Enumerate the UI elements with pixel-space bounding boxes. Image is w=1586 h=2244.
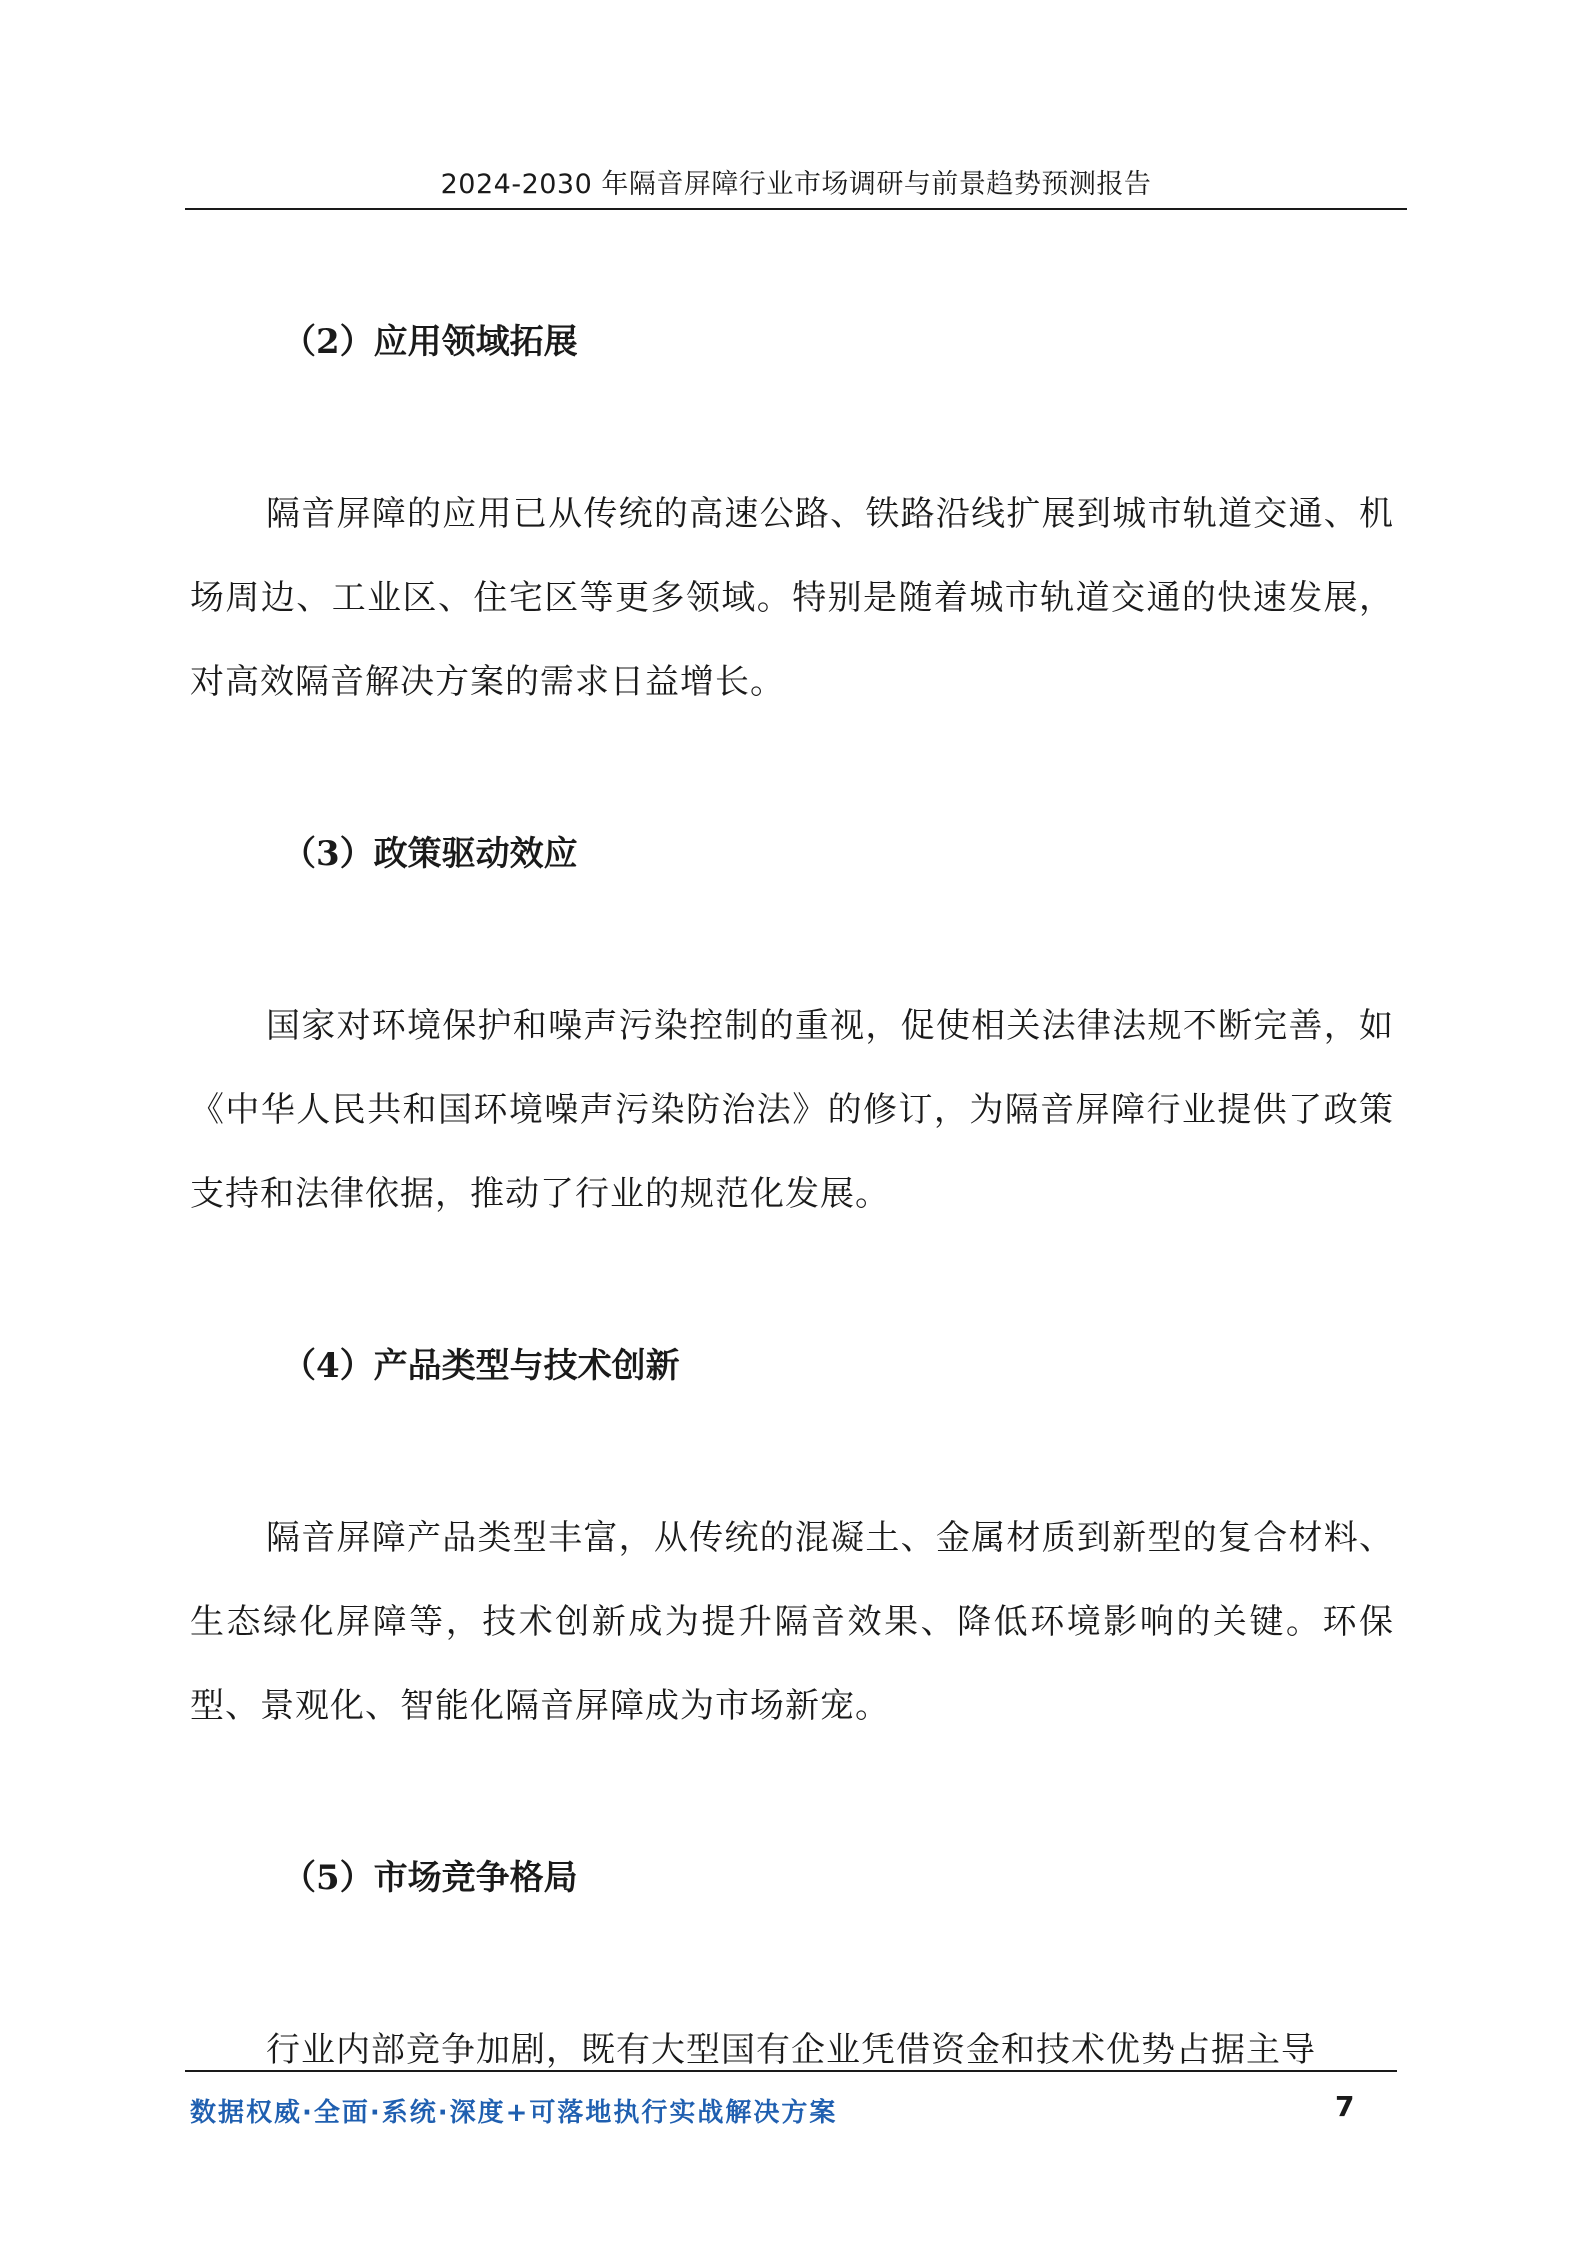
section-heading-application: （2）应用领域拓展 <box>282 322 578 362</box>
section-heading-innovation: （4）产品类型与技术创新 <box>282 1346 680 1386</box>
page-number: 7 <box>1335 2090 1355 2123</box>
footer-divider <box>185 2070 1397 2072</box>
footer-slogan: 数据权威·全面·系统·深度+可落地执行实战解决方案 <box>190 2098 838 2128</box>
header-divider <box>185 208 1407 210</box>
section-paragraph-policy: 国家对环境保护和噪声污染控制的重视，促使相关法律法规不断完善，如《中华人民共和国环境噪声污染防治法》的修订，为隔音屏障行业提供了政策支持和法律依据，推动了行业的规范化发展。 <box>190 1006 1394 1214</box>
section-heading-policy: （3）政策驱动效应 <box>282 834 578 874</box>
section-paragraph-application: 隔音屏障的应用已从传统的高速公路、铁路沿线扩展到城市轨道交通、机场周边、工业区、住宅区等更多领域。特别是随着城市轨道交通的快速发展，对高效隔音解决方案的需求日益增长。 <box>190 494 1394 702</box>
section-paragraph-innovation: 隔音屏障产品类型丰富，从传统的混凝土、金属材质到新型的复合材料、生态绿化屏障等，技术创新成为提升隔音效果、降低环境影响的关键。环保型、景观化、智能化隔音屏障成为市场新宠。 <box>190 1518 1394 1726</box>
section-paragraph-competition: 行业内部竞争加剧，既有大型国有企业凭借资金和技术优势占据主导 <box>266 2030 1316 2070</box>
page-header-title: 2024-2030 年隔音屏障行业市场调研与前景趋势预测报告 <box>440 169 1152 200</box>
main-content <box>190 300 1394 2092</box>
section-heading-competition: （5）市场竞争格局 <box>282 1858 578 1898</box>
